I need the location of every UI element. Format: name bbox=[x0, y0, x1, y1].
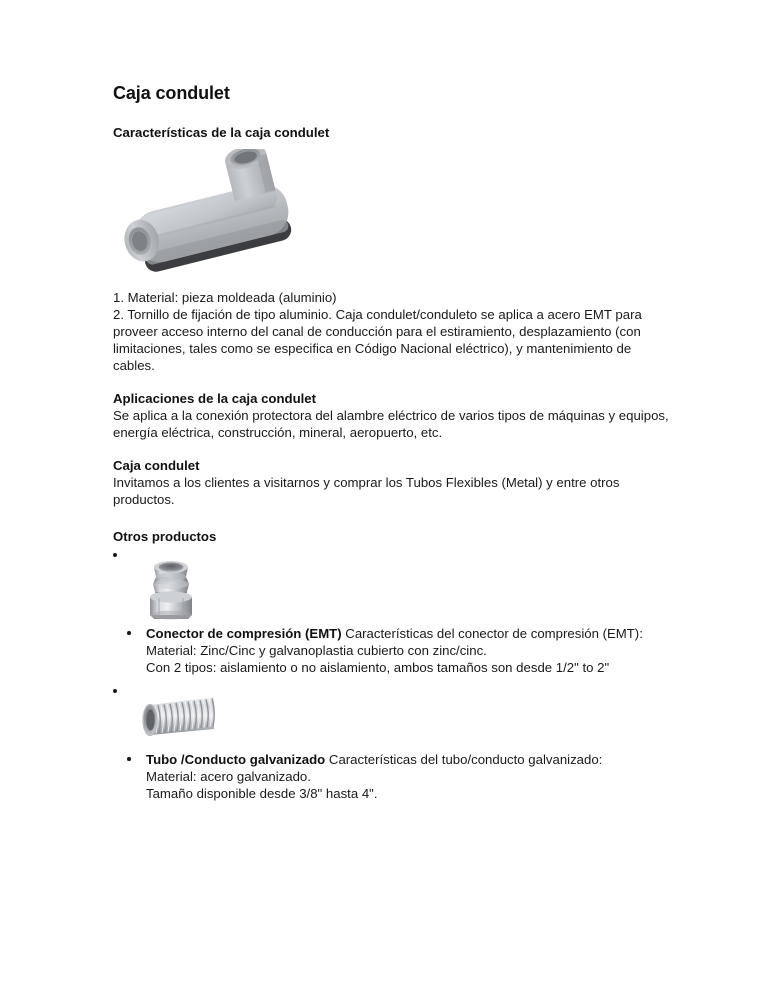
applications-text: Se aplica a la conexión protectora del alambre eléctrico de varios tipos de máquinas y equipos, energía eléctrica, construcción, mineral, aeropuerto, etc. bbox=[113, 408, 669, 440]
emt-compression-connector-image bbox=[136, 553, 206, 623]
list-item bbox=[113, 689, 669, 802]
product-name: Conector de compresión (EMT) bbox=[146, 626, 342, 641]
bullet-marker-icon bbox=[127, 757, 131, 761]
product-thumbnail-container bbox=[127, 689, 669, 751]
bullet-marker-icon bbox=[127, 631, 131, 635]
hero-image-container bbox=[113, 141, 669, 289]
invitation-heading: Caja condulet bbox=[113, 458, 200, 473]
list-item bbox=[127, 751, 669, 802]
invitation-text-block bbox=[113, 474, 669, 508]
product-description bbox=[146, 625, 669, 676]
document-content bbox=[113, 82, 669, 804]
product-intro: Características del tubo/conducto galvanizado: bbox=[325, 752, 603, 767]
condulet-body-image bbox=[113, 149, 313, 289]
product-title-line bbox=[146, 751, 669, 768]
applications-text-block bbox=[113, 407, 669, 441]
product-detail-list bbox=[127, 751, 669, 802]
product-description bbox=[146, 751, 669, 802]
product-thumbnail-container bbox=[127, 553, 669, 625]
list-item bbox=[127, 625, 669, 676]
features-list bbox=[113, 289, 669, 374]
other-products-heading: Otros productos bbox=[113, 529, 217, 544]
product-intro: Características del conector de compresión (EMT): bbox=[341, 626, 643, 641]
product-detail-line: Material: Zinc/Cinc y galvanoplastia cubierto con zinc/cinc. bbox=[146, 643, 487, 658]
feature-line-1: 1. Material: pieza moldeada (aluminio) bbox=[113, 290, 337, 305]
applications-heading: Aplicaciones de la caja condulet bbox=[113, 391, 317, 406]
bullet-marker-icon bbox=[113, 689, 117, 693]
other-products-list bbox=[113, 553, 669, 802]
features-heading: Características de la caja condulet bbox=[113, 125, 330, 140]
galvanized-flexible-conduit-image bbox=[136, 689, 222, 747]
product-title-line bbox=[146, 625, 669, 642]
feature-line-2: 2. Tornillo de fijación de tipo aluminio. Caja condulet/conduleto se aplica a acero EMT para proveer acceso interno del canal de conducción para el estiramiento, desplazamiento (con limitaciones, tales como se especifica en Código Nacional eléctrico), y mantenimiento de cables. bbox=[113, 307, 642, 373]
product-name: Tubo /Conducto galvanizado bbox=[146, 752, 326, 767]
product-detail-line: Tamaño disponible desde 3/8" hasta 4". bbox=[146, 786, 378, 801]
product-detail-line: Con 2 tipos: aislamiento o no aislamiento, ambos tamaños son desde 1/2" to 2" bbox=[146, 660, 610, 675]
invitation-text: Invitamos a los clientes a visitarnos y comprar los Tubos Flexibles (Metal) y entre otros productos. bbox=[113, 475, 620, 507]
page-title: Caja condulet bbox=[113, 83, 230, 103]
bullet-marker-icon bbox=[113, 553, 117, 557]
product-detail-list bbox=[127, 625, 669, 676]
product-detail-line: Material: acero galvanizado. bbox=[146, 769, 311, 784]
list-item bbox=[113, 553, 669, 676]
